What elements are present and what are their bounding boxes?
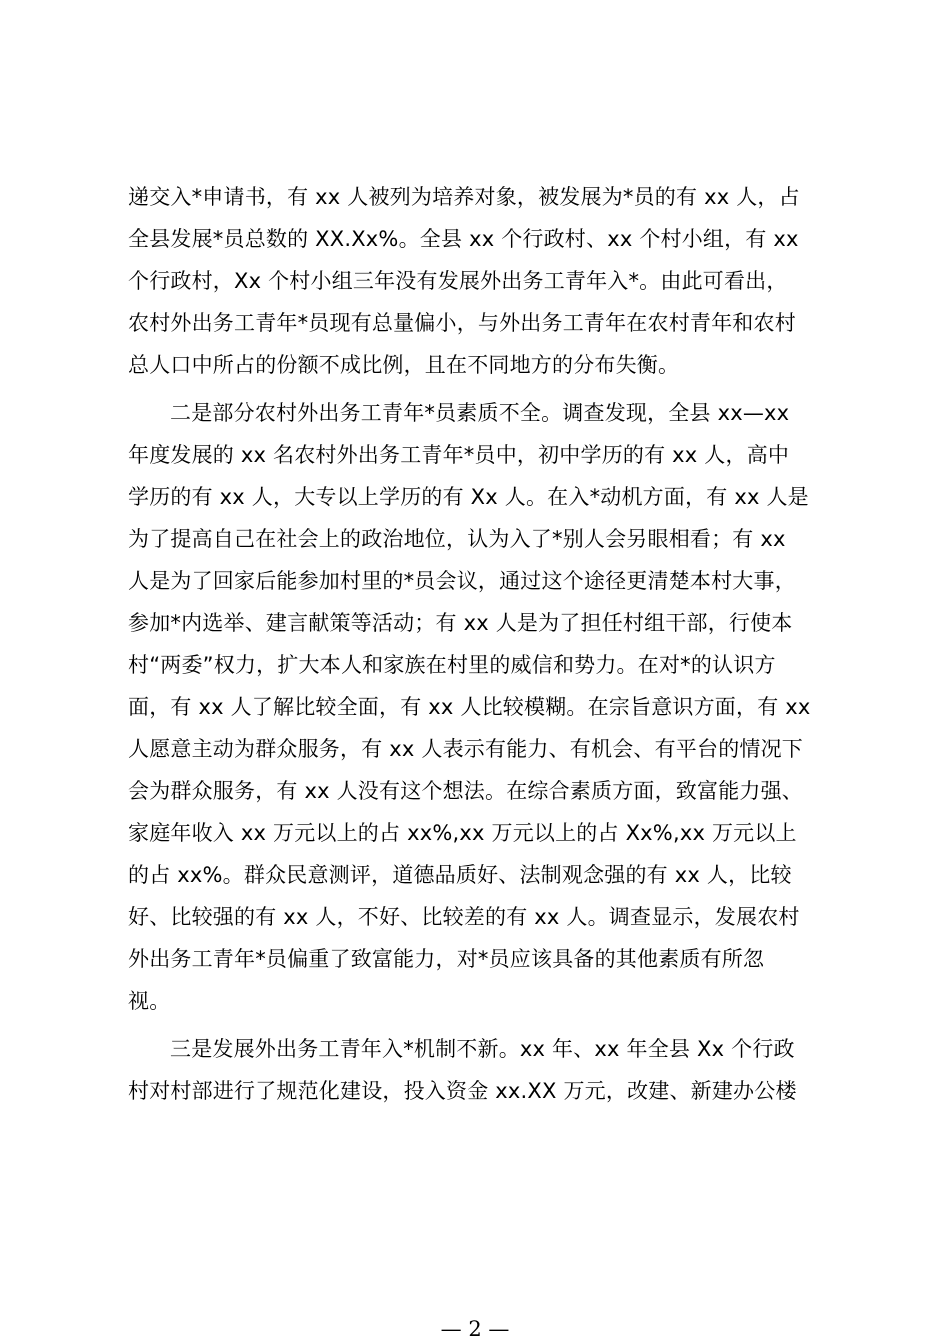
text-line: 人愿意主动为群众服务，有 xx 人表示有能力、有机会、有平台的情况下 <box>128 737 804 761</box>
text-line: 全县发展*员总数的 XX.Xx%。全县 xx 个行政村、xx 个村小组，有 xx <box>128 227 799 251</box>
text-line: 个行政村，Xx 个村小组三年没有发展外出务工青年入*。由此可看出， <box>128 269 788 293</box>
text-line: 家庭年收入 xx 万元以上的占 xx%,xx 万元以上的占 Xx%,xx 万元以上 <box>128 821 797 845</box>
document-body <box>128 176 838 1112</box>
text-line: 参加*内选举、建言献策等活动；有 xx 人是为了担任村组干部，行使本 <box>128 611 793 635</box>
text-line: 人是为了回家后能参加村里的*员会议，通过这个途径更清楚本村大事， <box>128 569 796 593</box>
text-line: 外出务工青年*员偏重了致富能力，对*员应该具备的其他素质有所忽 <box>128 947 765 971</box>
text-line: 农村外出务工青年*员现有总量偏小，与外出务工青年在农村青年和农村 <box>128 311 796 335</box>
text-line: 年度发展的 xx 名农村外出务工青年*员中，初中学历的有 xx 人，高中 <box>128 443 790 467</box>
text-line: 为了提高自己在社会上的政治地位，认为入了*别人会另眼相看；有 xx <box>128 527 786 551</box>
paragraph-continued <box>128 176 838 386</box>
paragraph-three <box>128 1028 838 1112</box>
text-line: 村“两委”权力，扩大本人和家族在村里的威信和势力。在对*的认识方 <box>128 653 776 677</box>
text-line: 总人口中所占的份额不成比例，且在不同地方的分布失衡。 <box>128 353 680 377</box>
text-line: 学历的有 xx 人，大专以上学历的有 Xx 人。在入*动机方面，有 xx 人是 <box>128 485 809 509</box>
text-line: 面，有 xx 人了解比较全面，有 xx 人比较模糊。在宗旨意识方面，有 xx <box>128 695 811 719</box>
text-line: 递交入*申请书，有 xx 人被列为培养对象，被发展为*员的有 xx 人，占 <box>128 185 800 209</box>
text-line: 好、比较强的有 xx 人，不好、比较差的有 xx 人。调查显示，发展农村 <box>128 905 800 929</box>
text-line: 三是发展外出务工青年入*机制不新。xx 年、xx 年全县 Xx 个行政 <box>170 1037 795 1061</box>
page-number: — 2 — <box>440 1317 510 1341</box>
text-line: 二是部分农村外出务工青年*员素质不全。调查发现，全县 xx—xx <box>170 401 790 425</box>
paragraph-two <box>128 392 838 1022</box>
text-line: 村对村部进行了规范化建设，投入资金 xx.XX 万元，改建、新建办公楼 <box>128 1079 797 1103</box>
text-line: 会为群众服务，有 xx 人没有这个想法。在综合素质方面，致富能力强、 <box>128 779 804 803</box>
text-line: 视。 <box>128 989 171 1013</box>
text-line: 的占 xx%。群众民意测评，道德品质好、法制观念强的有 xx 人，比较 <box>128 863 792 887</box>
